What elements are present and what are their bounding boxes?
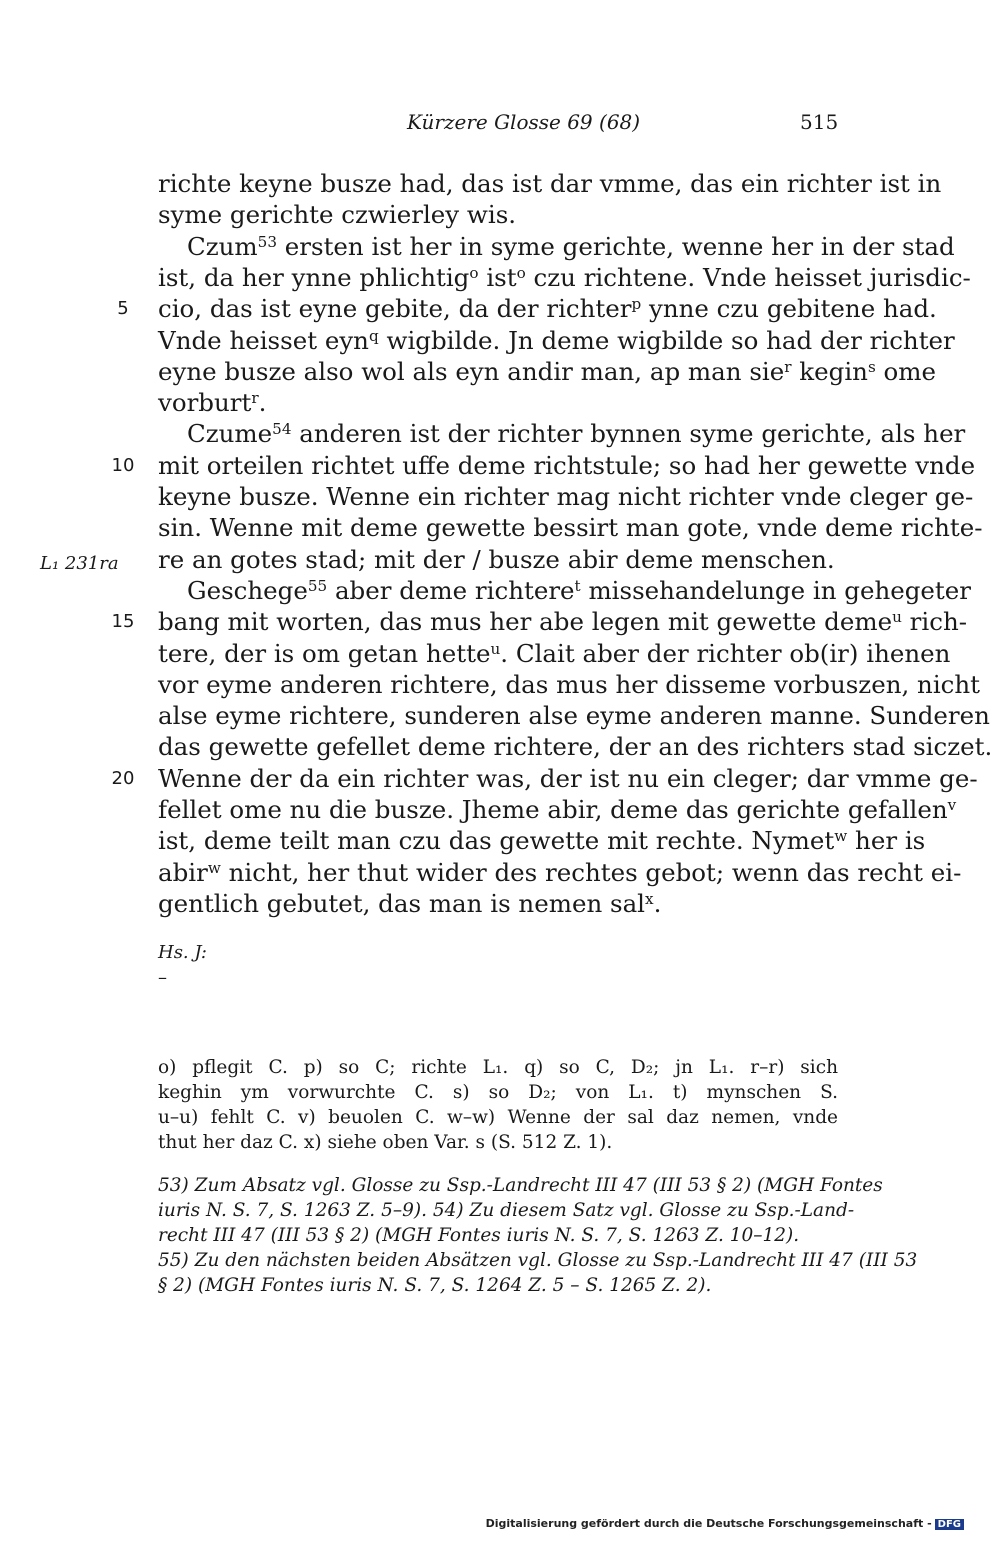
note-marker: p [631,295,642,314]
line-number: 5 [117,298,129,320]
text-segment: missehandelunge in gehegeter [580,575,971,605]
note-marker: 53 [257,232,277,251]
note-marker: w [834,827,848,846]
text-segment: ersten ist her in syme gerichte, wenne her in der stad [277,231,955,261]
text-line [158,669,981,701]
note-marker: r [784,357,792,376]
text-segment: syme gerichte czwierley wis. [158,200,517,230]
text-line [158,731,993,763]
note-marker: q [368,326,379,345]
text-segment: alse eyme richtere, sunderen alse eyme anderen manne. Sunderen [158,701,990,731]
text-line [158,825,926,857]
dfg-logo: DFG [935,1519,964,1530]
text-segment: keyne busze. Wenne ein richter mag nicht richter vnde cleger ge- [158,482,974,511]
variant-line: thut her daz C. x) siehe oben Var. s (S. 512 Z. 1). [158,1132,613,1153]
text-line [158,293,937,325]
manuscript-label: Hs. J: [158,942,207,963]
variant-line: keghin ym vorwurchte C. s) so D₂; von L₁. t) mynschen S. [158,1082,838,1103]
footnote-line: § 2) (MGH Fontes iuris N. S. 7, S. 1264 Z. 5 – S. 1265 Z. 2). [158,1275,712,1296]
text-line [158,387,838,419]
text-line [158,262,971,294]
text-segment: Czume [187,419,273,449]
note-marker: o [516,264,526,282]
text-segment: sin. Wenne mit deme gewette bessirt man gote, vnde deme richte- [158,513,983,543]
line-number: 15 [111,611,135,633]
text-segment: her is [847,826,926,856]
note-marker: u [892,608,902,627]
footnote-line: 55) Zu den nächsten beiden Absätzen vgl. Glosse zu Ssp.-Landrecht III 47 (III 53 [158,1250,918,1271]
text-segment: Wenne der da ein richter was, der ist nu ein cleger; dar vmme ge- [158,763,978,793]
text-line [187,418,966,450]
text-line [158,325,955,357]
text-segment: . [653,888,662,918]
note-marker: w [207,858,221,877]
text-line [158,512,983,544]
text-segment: anderen ist der richter bynnen syme gerichte, als her [291,419,966,449]
manuscript-folio-ref: L₁ 231ra [40,553,119,574]
manuscript-dash: – [158,967,167,988]
text-line [187,231,955,263]
text-segment: ynne czu gebitene had. [641,294,937,324]
line-number: 10 [111,454,135,476]
note-marker: v [947,796,957,815]
text-line [158,700,990,732]
note-marker: s [867,357,876,376]
footnote-line: 53) Zum Absatz vgl. Glosse zu Ssp.-Landrecht III 47 (III 53 § 2) (MGH Fontes [158,1175,883,1196]
text-segment: fellet ome nu die busze. Jheme abir, deme das gerichte gefallen [158,795,948,824]
text-segment: Czum [187,231,258,261]
note-marker: u [490,639,501,658]
footer-credit [486,1517,964,1530]
text-line [187,575,971,607]
note-marker: 54 [272,420,292,439]
note-marker: t [574,577,581,595]
footer-text: Digitalisierung gefördert durch die Deutsche Forschungsgemeinschaft - [485,1517,932,1530]
text-line [158,544,838,576]
text-segment: richte keyne busze had, das ist dar vmme, das ein richter ist in [158,169,942,198]
note-marker: x [645,890,654,908]
text-segment: vor eyme anderen richtere, das mus her disseme vorbuszen, nicht [158,669,981,699]
text-line [158,888,838,920]
text-segment: tere, der is om getan hette [158,638,491,668]
line-number: 20 [111,767,135,789]
footnote-line: iuris N. S. 7, S. 1263 Z. 5–9). 54) Zu diesem Satz vgl. Glosse zu Ssp.-Land- [158,1200,855,1221]
text-segment: re an gotes stad; mit der / busze abir deme menschen. [158,544,835,574]
text-line [158,794,957,826]
text-segment: . Clait aber der richter ob(ir) ihenen [500,638,951,668]
variant-line: u–u) fehlt C. v) beuolen C. w–w) Wenne der sal daz nemen, vnde [158,1107,838,1128]
note-marker: r [251,389,259,408]
text-segment: Geschege [187,575,308,605]
text-segment: abir [158,857,208,887]
text-segment: aber deme richtere [327,575,575,605]
text-segment: ome [875,356,937,386]
text-segment: czu richtene. Vnde heisset jurisdic- [525,262,971,292]
text-segment: ist, da her ynne phlichtig [158,262,470,292]
text-segment: kegin [791,356,868,386]
text-segment: bang mit worten, das mus her abe legen mit gewette deme [158,607,893,637]
text-segment: mit orteilen richtet uffe deme richtstule; so had her gewette vnde [158,450,976,480]
text-segment: Vnde heisset eyn [158,325,369,355]
footnote-line: recht III 47 (III 53 § 2) (MGH Fontes iuris N. S. 7, S. 1263 Z. 10–12). [158,1225,800,1246]
text-line [158,638,951,670]
text-segment: ist [478,262,517,292]
text-segment: rich- [901,607,968,637]
text-segment: wigbilde. Jn deme wigbilde so had der richter [378,325,955,355]
text-line [158,168,942,200]
text-segment: gentlich gebutet, das man is nemen sal [158,888,646,918]
text-segment: das gewette gefellet deme richtere, der an des richters stad siczet. [158,732,993,762]
text-line [158,199,838,231]
note-marker: 55 [307,577,328,595]
text-line [158,450,976,482]
running-head-title: Kürzere Glosse 69 (68) [407,110,641,134]
text-segment: cio, das ist eyne gebite, da der richter [158,294,632,324]
page-number: 515 [800,110,839,134]
text-line [158,606,968,638]
text-segment: ist, deme teilt man czu das gewette mit rechte. Nymet [158,826,835,856]
text-segment: eyne busze also wol als eyn andir man, ap man sie [158,356,785,386]
text-segment: vorburt [158,388,252,418]
note-marker: o [469,264,479,282]
text-line [158,356,937,388]
text-line [158,763,978,795]
text-segment: nicht, her thut wider des rechtes gebot; wenn das recht ei- [220,857,962,887]
text-segment: . [258,388,267,418]
text-line [158,857,962,889]
text-line [158,481,974,513]
variant-line: o) pflegit C. p) so C; richte L₁. q) so C, D₂; jn L₁. r–r) sich [158,1057,838,1078]
